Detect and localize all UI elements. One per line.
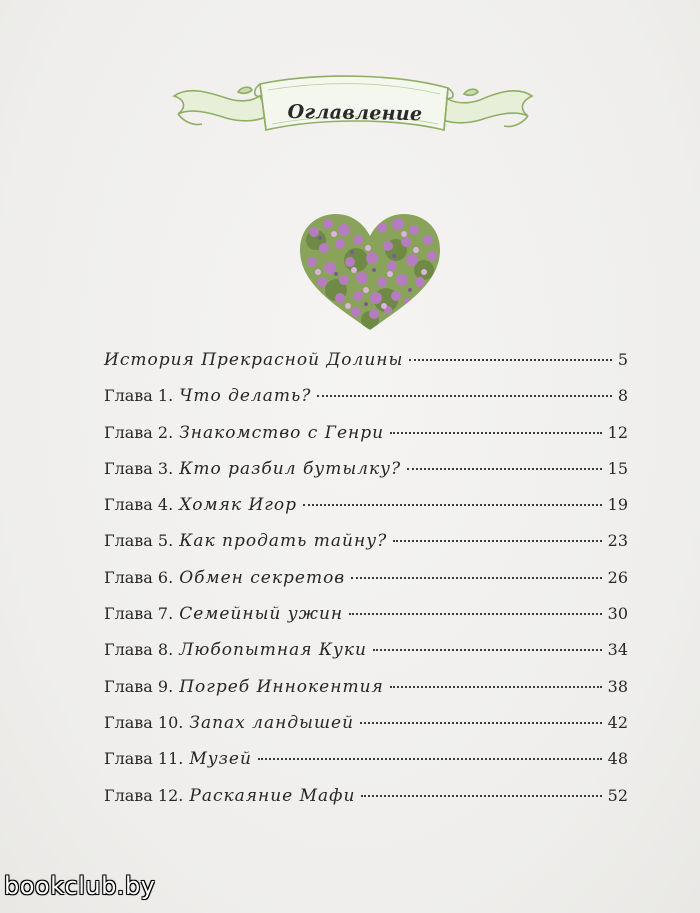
page-number: 8: [617, 386, 628, 406]
contents-heading: Оглавление: [287, 100, 423, 126]
dot-leader: [390, 432, 602, 434]
chapter-title: Погреб Иннокентия: [179, 676, 384, 697]
chapter-title: Что делать?: [179, 386, 312, 407]
toc-entry: [104, 386, 628, 422]
chapter-title: История Прекрасной Долины: [104, 350, 404, 370]
chapter-title: Семейный ужин: [179, 604, 344, 625]
chapter-label: Глава 7.: [104, 604, 174, 624]
chapter-label: Глава 5.: [104, 531, 174, 551]
watermark-text: bookclub.by: [4, 872, 156, 900]
dot-leader: [317, 395, 611, 397]
dot-leader: [373, 649, 602, 651]
chapter-label: Глава 6.: [104, 567, 174, 587]
toc-entry: [104, 423, 628, 459]
chapter-title: Раскаяние Мафи: [189, 785, 356, 806]
chapter-label: Глава 3.: [104, 458, 174, 478]
chapter-title: Как продать тайну?: [179, 531, 388, 552]
chapter-title: Знакомство с Генри: [179, 422, 385, 443]
page-number: 38: [607, 676, 628, 696]
dot-leader: [360, 722, 602, 724]
chapter-title: Кто разбил бутылку?: [179, 458, 402, 479]
page-number: 12: [607, 422, 628, 442]
page-number: 52: [607, 785, 628, 805]
toc-entry: [104, 531, 628, 567]
toc-entry: [104, 713, 628, 749]
chapter-label: Глава 9.: [104, 676, 174, 696]
chapter-label: Глава 2.: [104, 422, 174, 442]
page-number: 19: [607, 495, 628, 515]
toc-entry: [104, 786, 628, 822]
dot-leader: [393, 540, 601, 542]
chapter-label: Глава 11.: [104, 749, 184, 769]
dot-leader: [303, 504, 602, 506]
dot-leader: [390, 686, 602, 688]
chapter-title: Любопытная Куки: [179, 640, 367, 661]
chapter-title: Запах ландышей: [189, 712, 355, 733]
dot-leader: [258, 758, 602, 760]
chapter-title: Обмен секретов: [179, 567, 346, 588]
flower-heart-icon: [296, 210, 444, 335]
chapter-title: Хомяк Игор: [179, 495, 297, 516]
page-number: 48: [607, 749, 628, 769]
page-number: 26: [607, 567, 628, 587]
table-of-contents: [104, 350, 628, 822]
toc-entry: [104, 640, 628, 676]
dot-leader: [407, 468, 602, 470]
chapter-label: Глава 4.: [104, 495, 174, 515]
dot-leader: [361, 795, 601, 797]
toc-entry: [104, 677, 628, 713]
toc-entry: [104, 350, 628, 386]
toc-entry: [104, 459, 628, 495]
dot-leader: [351, 577, 601, 579]
toc-entry: [104, 495, 628, 531]
toc-entry: [104, 749, 628, 785]
toc-entry: [104, 604, 628, 640]
page-number: 23: [607, 531, 628, 551]
chapter-label: Глава 12.: [104, 785, 184, 805]
chapter-label: Глава 8.: [104, 640, 174, 660]
toc-entry: [104, 568, 628, 604]
chapter-label: Глава 1.: [104, 386, 174, 406]
dot-leader: [349, 613, 602, 615]
page-number: 42: [607, 712, 628, 732]
page-number: 5: [617, 350, 628, 369]
page-number: 30: [607, 604, 628, 624]
chapter-label: Глава 10.: [104, 712, 184, 732]
page-number: 15: [607, 458, 628, 478]
page-number: 34: [607, 640, 628, 660]
chapter-title: Музей: [189, 749, 252, 770]
dot-leader: [409, 359, 612, 361]
